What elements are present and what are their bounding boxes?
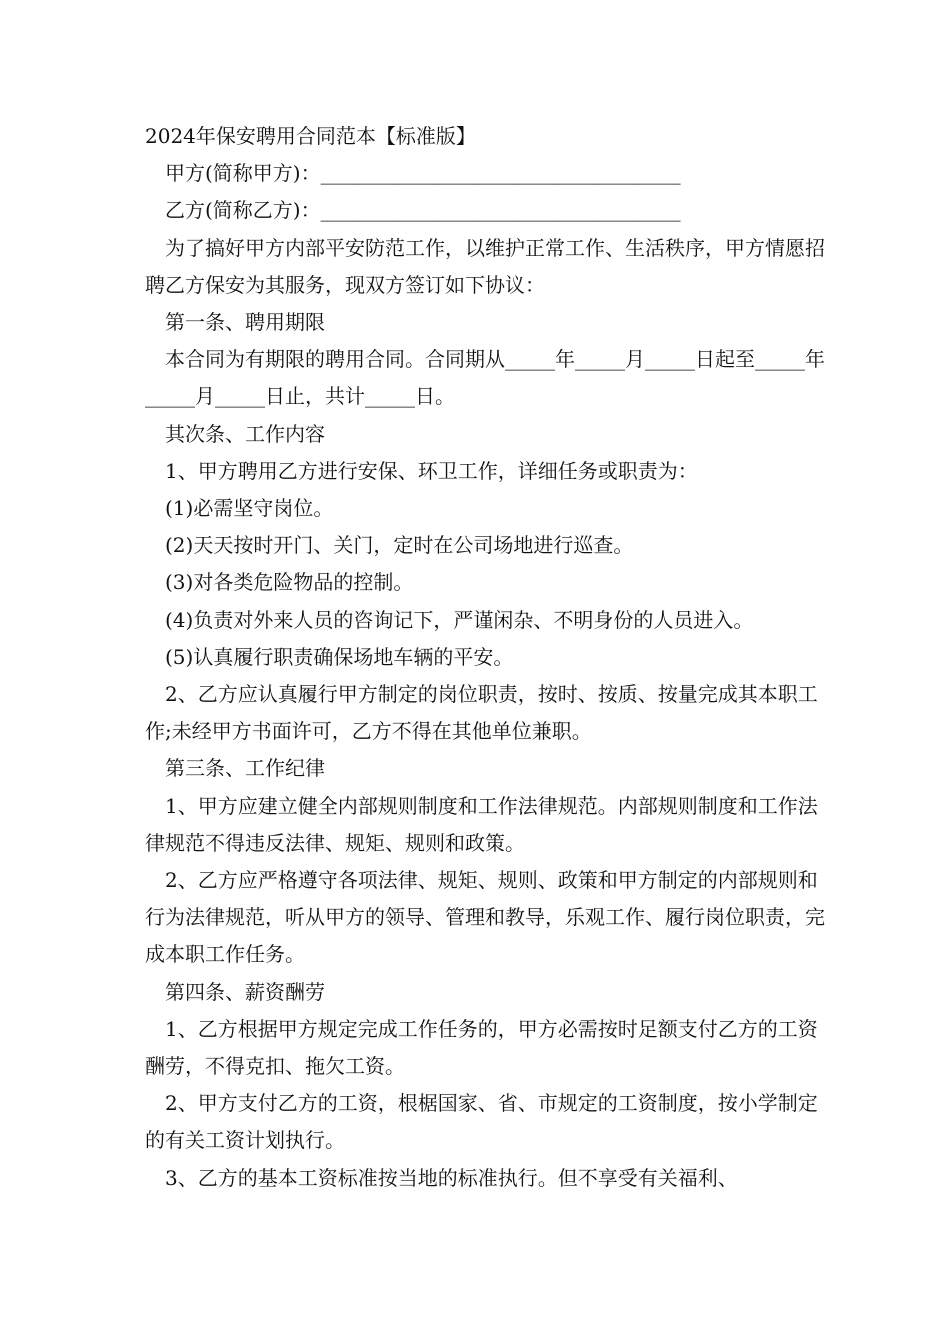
article-2-subitem-5: (5)认真履行职责确保场地车辆的平安。 [165, 644, 514, 669]
article-2-item-1: 1、甲方聘用乙方进行安保、环卫工作，详细任务或职责为： [165, 458, 698, 483]
article-2-subitem-2: (2)天天按时开门、关门，定时在公司场地进行巡查。 [165, 533, 634, 558]
article-4-item-1: 1、乙方根据甲方规定完成工作任务的，甲方必需按时足额支付乙方的工资酬劳，不得克扣、拖欠工资。 [145, 1016, 818, 1079]
article-4-item-3: 3、乙方的基本工资标准按当地的标准执行。但不享受有关福利、 [165, 1165, 738, 1190]
article-2-subitem-4: (4)负责对外来人员的咨询记下，严谨闲杂、不明身份的人员进入。 [165, 607, 754, 632]
article-2-subitem-1: (1)必需坚守岗位。 [165, 496, 334, 521]
article-1-heading: 第一条、聘用期限 [165, 310, 325, 335]
document-title: 2024年保安聘用合同范本【标准版】 [145, 124, 476, 148]
article-4-heading: 第四条、薪资酬劳 [165, 979, 325, 1004]
party-a-line: 甲方(简称甲方)：____________________________________ [165, 161, 681, 186]
article-2-subitem-3: (3)对各类危险物品的控制。 [165, 570, 414, 595]
article-2-heading: 其次条、工作内容 [165, 421, 325, 446]
article-3-heading: 第三条、工作纪律 [165, 756, 325, 781]
article-3-item-1: 1、甲方应建立健全内部规则制度和工作法律规范。内部规则制度和工作法律规范不得违反法律、规矩、规则和政策。 [145, 793, 818, 855]
article-2-item-2: 2、乙方应认真履行甲方制定的岗位职责，按时、按质、按量完成其本职工作;未经甲方书面许可，乙方不得在其他单位兼职。 [145, 682, 818, 744]
document-body [145, 118, 825, 1197]
party-b-line: 乙方(简称乙方)：____________________________________ [165, 198, 681, 223]
preamble-paragraph: 为了搞好甲方内部平安防范工作，以维护正常工作、生活秩序，甲方情愿招聘乙方保安为其服务，现双方签订如下协议： [145, 235, 825, 297]
article-3-item-2: 2、乙方应严格遵守各项法律、规矩、规则、政策和甲方制定的内部规则和行为法律规范，听从甲方的领导、管理和教导，乐观工作、履行岗位职责，完成本职工作任务。 [145, 868, 825, 967]
article-4-item-2: 2、甲方支付乙方的工资，根椐国家、省、市规定的工资制度，按小学制定的有关工资计划执行。 [145, 1091, 818, 1153]
article-1-paragraph: 本合同为有期限的聘用合同。合同期从_____年_____月_____日起至_____年_____月_____日止，共计_____日。 [145, 347, 825, 409]
